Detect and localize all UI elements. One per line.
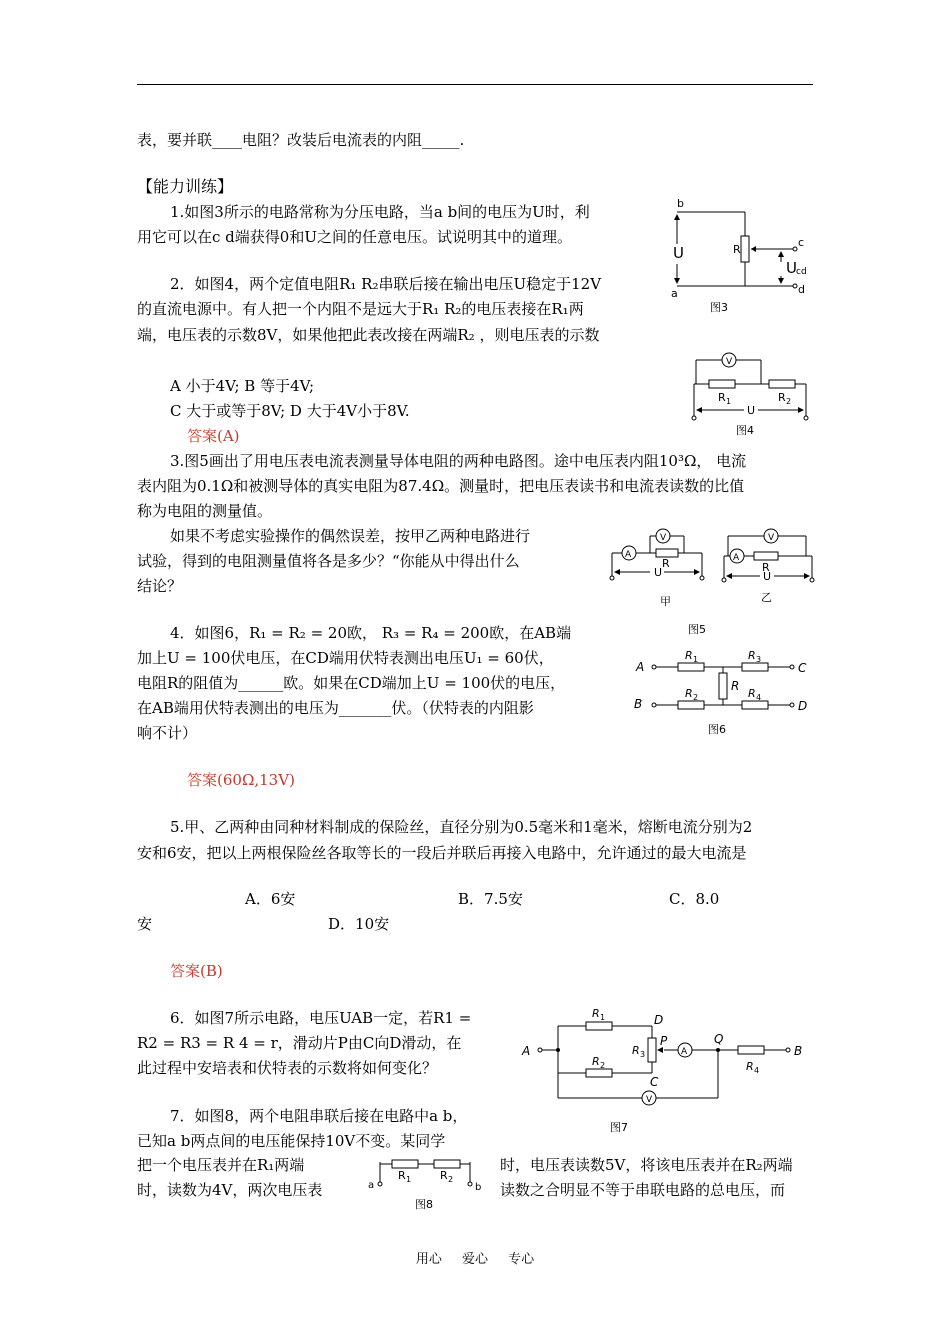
q5-option-a: A．6安: [245, 890, 296, 908]
q5-option-c: C．8.0: [669, 890, 720, 908]
fig8-r2: R: [440, 1169, 448, 1182]
fig7-d: D: [654, 1013, 664, 1027]
fig3-b: b: [677, 197, 684, 210]
fig4-r2-sub: 2: [786, 397, 792, 406]
q3b-line3: 结论？: [137, 577, 183, 595]
fig7-c: C: [650, 1075, 659, 1089]
q4-line4: 在AB端用伏特表测出的电压为_______伏。（伏特表的内阻影: [137, 699, 534, 717]
fig4-r1: R: [718, 391, 726, 404]
fig8-b: b: [475, 1182, 482, 1193]
fig5-jia-voltmeter: V: [660, 533, 667, 543]
fig7-voltmeter: V: [646, 1095, 653, 1105]
q4-line2: 加上U = 100伏电压，在CD端用伏特表测出电压U₁ = 60伏，: [137, 649, 554, 667]
q2-answer: 答案(A): [187, 427, 240, 445]
q6-line1: 6．如图7所示电路，电压UAB一定，若R1 =: [170, 1009, 472, 1027]
fig4-u: U: [747, 404, 756, 417]
figure-7-diagram: [518, 1000, 818, 1135]
q5-option-d: D．10安: [328, 915, 390, 933]
footer-word-2: 爱心: [461, 1252, 488, 1267]
fig4-voltmeter: V: [726, 357, 733, 367]
footer-word-1: 用心: [415, 1252, 442, 1267]
q3-line2: 表内阻为0.1Ω和被测导体的真实电阻为87.4Ω。测量时，把电压表读书和电流表读数的比值: [137, 477, 745, 495]
figure-4-diagram: [686, 348, 826, 440]
q4-answer: 答案(60Ω,13V): [187, 771, 295, 789]
fig4-caption: 图4: [736, 424, 754, 437]
fig3-ucd: U: [786, 259, 797, 277]
q5-line1: 5.甲、乙两种由同种材料制成的保险丝，直径分别为0.5毫米和1毫米，熔断电流分别为2: [170, 818, 753, 836]
fig7-r2-sub: 2: [600, 1061, 606, 1070]
fig6-r3: R: [748, 649, 756, 662]
fig3-a: a: [671, 287, 678, 300]
fig6-r2: R: [685, 687, 693, 700]
q5-option-c-unit: 安: [137, 915, 153, 933]
q4-line3: 电阻R的阻值为______欧。如果在CD端加上U = 100伏的电压，: [137, 674, 566, 692]
q7-right-line2: 读数之合明显不等于串联电路的总电压，而: [500, 1181, 786, 1199]
fig7-r3-sub: 3: [640, 1050, 646, 1059]
fig6-r1-sub: 1: [693, 655, 699, 664]
q4-line5: 响不计）: [137, 724, 198, 742]
q2-line2: 的直流电源中。有人把一个内阻不是远大于R₁ R₂的电压表接在R₁两: [137, 300, 584, 318]
fig7-ammeter: A: [681, 1047, 688, 1057]
q2-option-cd: C 大于或等于8V; D 大于4V小于8V.: [170, 402, 410, 420]
fig5-caption: 图5: [688, 623, 706, 636]
q2-line3: 端，电压表的示数8V，如果他把此表改接在两端R₂ ，则电压表的示数: [137, 326, 600, 344]
q5-option-b: B．7.5安: [458, 890, 523, 908]
fig5-label-jia: 甲: [660, 595, 671, 608]
q5-line2: 安和6安，把以上两根保险丝各取等长的一段后并联后再接入电路中，允许通过的最大电流是: [137, 844, 747, 862]
fig6-r4-sub: 4: [756, 693, 762, 702]
fig6-b: B: [634, 697, 643, 711]
q3-line1: 3.图5画出了用电压表电流表测量导体电阻的两种电路图。途中电压表内阻10³Ω， 电流: [170, 452, 747, 470]
q3-line3: 称为电阻的测量值。: [137, 502, 273, 520]
q1-line1: 1.如图3所示的电路常称为分压电路，当a b间的电压为U时，利: [170, 203, 590, 221]
footer-word-3: 专心: [508, 1252, 535, 1267]
fig6-a: A: [636, 660, 645, 674]
q3b-line1: 如果不考虑实验操作的偶然误差，按甲乙两种电路进行: [170, 527, 531, 545]
q6-line3: 此过程中安培表和伏特表的示数将如何变化？: [137, 1059, 438, 1077]
section-title: 【能力训练】: [137, 177, 234, 196]
fig8-r1: R: [398, 1169, 406, 1182]
q7-line1: 7．如图8，两个电阻串联后接在电路中a b，: [170, 1107, 468, 1125]
fig5-jia-r: R: [662, 557, 670, 570]
fig5-yi-r: R: [762, 561, 770, 574]
fig5-jia-ammeter: A: [625, 550, 632, 560]
fig6-r: R: [731, 679, 740, 693]
fig3-d: d: [798, 283, 805, 296]
fig7-p: P: [660, 1034, 668, 1048]
fig7-r1-sub: 1: [600, 1013, 606, 1022]
figure-3-diagram: [665, 196, 820, 316]
top-line: 表，要并联____电阻？改装后电流表的内阻_____.: [137, 131, 465, 149]
fig5-yi-voltmeter: V: [768, 533, 775, 543]
q1-line2: 用它可以在c d端获得0和U之间的任意电压。试说明其中的道理。: [137, 228, 572, 246]
fig3-u: U: [673, 244, 684, 262]
fig5-label-yi: 乙: [761, 591, 772, 604]
fig7-r2: R: [592, 1055, 600, 1068]
q2-line1: 2．如图4，两个定值电阻R₁ R₂串联后接在输出电压U稳定于12V: [170, 275, 602, 293]
fig8-caption: 图8: [415, 1198, 433, 1211]
fig8-r1-sub: 1: [406, 1175, 412, 1184]
fig6-c: C: [798, 661, 807, 675]
fig4-r1-sub: 1: [726, 397, 732, 406]
fig3-ucd-sub: cd: [796, 267, 807, 277]
fig6-d: D: [798, 699, 808, 713]
fig5-jia-u: U: [654, 566, 663, 579]
fig6-r2-sub: 2: [693, 693, 699, 702]
fig3-caption: 图3: [710, 301, 728, 314]
q3b-line2: 试验，得到的电阻测量值将各是多少？“你能从中得出什么: [137, 552, 520, 570]
fig6-r4: R: [748, 687, 756, 700]
figure-5-diagram: [606, 520, 818, 640]
fig3-r: R: [733, 243, 741, 256]
q7-left-line2: 时，读数为4V，两次电压表: [137, 1181, 323, 1199]
fig7-r1: R: [592, 1007, 600, 1020]
fig7-r4: R: [746, 1060, 754, 1073]
fig4-r2: R: [778, 391, 786, 404]
fig7-caption: 图7: [610, 1121, 628, 1134]
fig5-yi-u: U: [763, 570, 772, 583]
fig7-r3: R: [632, 1044, 640, 1057]
page-footer: [0, 1248, 950, 1267]
fig6-caption: 图6: [708, 723, 726, 736]
q5-answer: 答案(B): [170, 962, 223, 980]
figure-6-diagram: [630, 645, 815, 740]
q4-line1: 4．如图6，R₁ = R₂ = 20欧， R₃ = R₄ = 200欧，在AB端: [170, 624, 572, 642]
fig6-r1: R: [685, 649, 693, 662]
fig8-a: a: [368, 1180, 375, 1191]
fig7-r4-sub: 4: [754, 1066, 760, 1075]
fig8-r2-sub: 2: [448, 1175, 454, 1184]
fig7-q: Q: [714, 1032, 724, 1046]
fig6-r3-sub: 3: [756, 655, 762, 664]
fig3-c: c: [798, 236, 805, 249]
q7-right-line1: 时，电压表读数5V，将该电压表并在R₂两端: [500, 1156, 793, 1174]
figure-8-diagram: [358, 1152, 493, 1212]
fig7-b: B: [794, 1044, 803, 1058]
q7-line2: 已知a b两点间的电压能保持10V不变。某同学: [137, 1132, 446, 1150]
q7-left-line1: 把一个电压表并在R₁两端: [137, 1156, 305, 1174]
header-rule: [137, 84, 813, 85]
fig5-yi-ammeter: A: [733, 553, 740, 563]
fig7-a: A: [522, 1044, 531, 1058]
q2-option-ab: A 小于4V; B 等于4V;: [170, 377, 315, 395]
q6-line2: R2 = R3 = R 4 = r，滑动片P由C向D滑动，在: [137, 1034, 462, 1052]
